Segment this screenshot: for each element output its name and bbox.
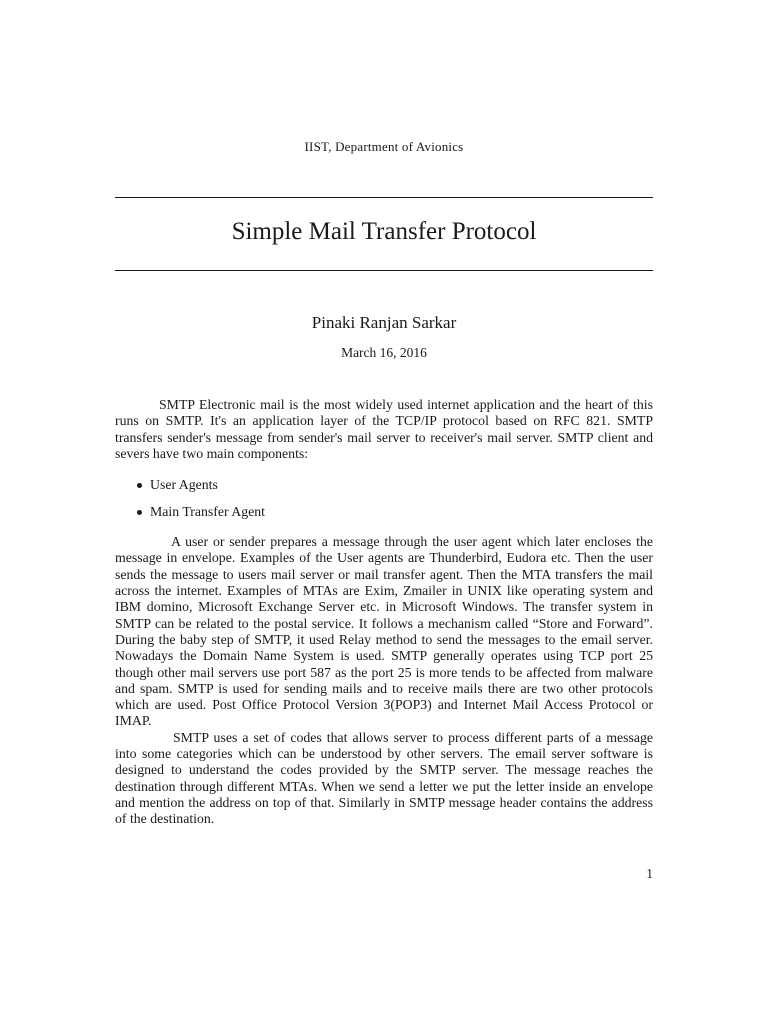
document-body (115, 397, 653, 828)
title-rule-bottom (115, 270, 653, 271)
page-number: 1 (646, 866, 653, 881)
bullet-icon (137, 510, 142, 515)
document-title: Simple Mail Transfer Protocol (231, 218, 537, 245)
list-item-label: User Agents (150, 477, 218, 493)
list-item (115, 471, 653, 498)
smtp-codes-paragraph: SMTP uses a set of codes that allows server to process different parts of a message into some categories which can be understood by other servers. The email server software is designed to understand the codes provided by the SMTP server. The message reaches the destination through different MTAs. When we send a letter we put the letter inside an envelope and mention the address on top of that. Similarly in SMTP message header contains the address of the destination. (115, 729, 653, 827)
institute-header: IIST, Department of Avionics (304, 139, 464, 154)
mta-paragraph: A user or sender prepares a message through the user agent which later encloses the message in envelope. Examples of the User agents are Thunderbird, Eudora etc. Then the user sends the message to users mail server or mail transfer agent. Then the MTA transfers the mail across the internet. Examples of MTAs are Exim, Zmailer in UNIX like operating system and IBM domino, Microsoft Exchange Server etc. in Microsoft Windows. The transfer system in SMTP can be related to the postal service. It follows a mechanism called “Store and Forward”. During the baby step of SMTP, it used Relay method to send the messages to the email server. Nowadays the Domain Name System is used. SMTP generally operates using TCP port 25 though other mail servers use port 587 as the port 25 is more tends to be affected from malware and spam. SMTP is used for sending mails and to receive mails there are two other protocols which are used. Post Office Protocol Version 3(POP3) and Internet Mail Access Protocol or IMAP. (115, 534, 653, 729)
intro-paragraph: SMTP Electronic mail is the most widely used internet application and the heart of this runs on SMTP. It's an application layer of the TCP/IP protocol based on RFC 821. SMTP transfers sender's message from sender's mail server to receiver's mail server. SMTP client and severs have two main components: (115, 397, 653, 461)
list-item (115, 498, 653, 525)
bullet-icon (137, 483, 142, 488)
list-item-label: Main Transfer Agent (150, 504, 265, 520)
document-date: March 16, 2016 (341, 345, 427, 360)
author-name: Pinaki Ranjan Sarkar (311, 313, 457, 332)
components-list (115, 471, 653, 525)
title-rule-top (115, 197, 653, 198)
